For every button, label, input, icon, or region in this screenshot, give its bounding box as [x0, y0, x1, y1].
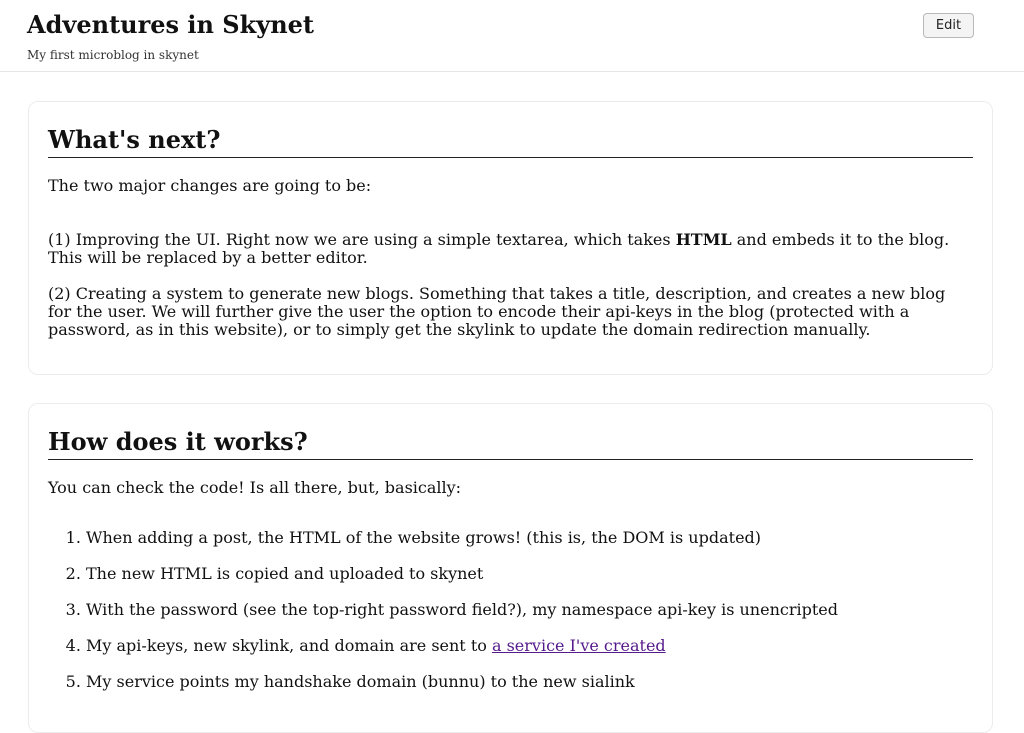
post-paragraph: (2) Creating a system to generate new blogs. Something that takes a title, description, and creates a new blog for the user. We will further give the user the option to encode their api-keys in the blog (protected with a password, as in this website), or to simply get the skylink to update the domain redirection manually.: [48, 284, 946, 339]
post-title: What's next?: [48, 124, 973, 158]
post-whats-next: [28, 101, 993, 375]
list-item-text: My api-keys, new skylink, and domain are sent to: [86, 636, 492, 655]
post-paragraph: You can check the code! Is all there, but, basically:: [48, 478, 462, 497]
post-title: How does it works?: [48, 426, 973, 460]
service-link[interactable]: a service I've created: [491, 636, 666, 655]
list-item: 1. When adding a post, the HTML of the website grows! (this is, the DOM is updated): [86, 529, 973, 547]
post-paragraph: [48, 231, 973, 267]
list-item: [86, 637, 973, 655]
list-item: 2. The new HTML is copied and uploaded to skynet: [86, 565, 973, 583]
post-paragraph: The two major changes are going to be:: [48, 176, 372, 195]
steps-list: [48, 529, 973, 691]
post-how-it-works: [28, 403, 993, 733]
blog-title: Adventures in Skynet: [27, 10, 315, 39]
list-item: 3. With the password (see the top-right password field?), my namespace api-key is unencripted: [86, 601, 973, 619]
bold-text: HTML: [675, 230, 732, 249]
list-item: 5. My service points my handshake domain (bunnu) to the new sialink: [86, 673, 973, 691]
blog-header: [0, 0, 1024, 72]
edit-button[interactable]: Edit: [923, 13, 974, 38]
blog-subtitle: My first microblog in skynet: [27, 48, 199, 62]
paragraph-text: and embeds it to the blog. This will be replaced by a better editor.: [48, 230, 950, 267]
paragraph-text: (1) Improving the UI. Right now we are using a simple textarea, which takes: [48, 230, 676, 249]
